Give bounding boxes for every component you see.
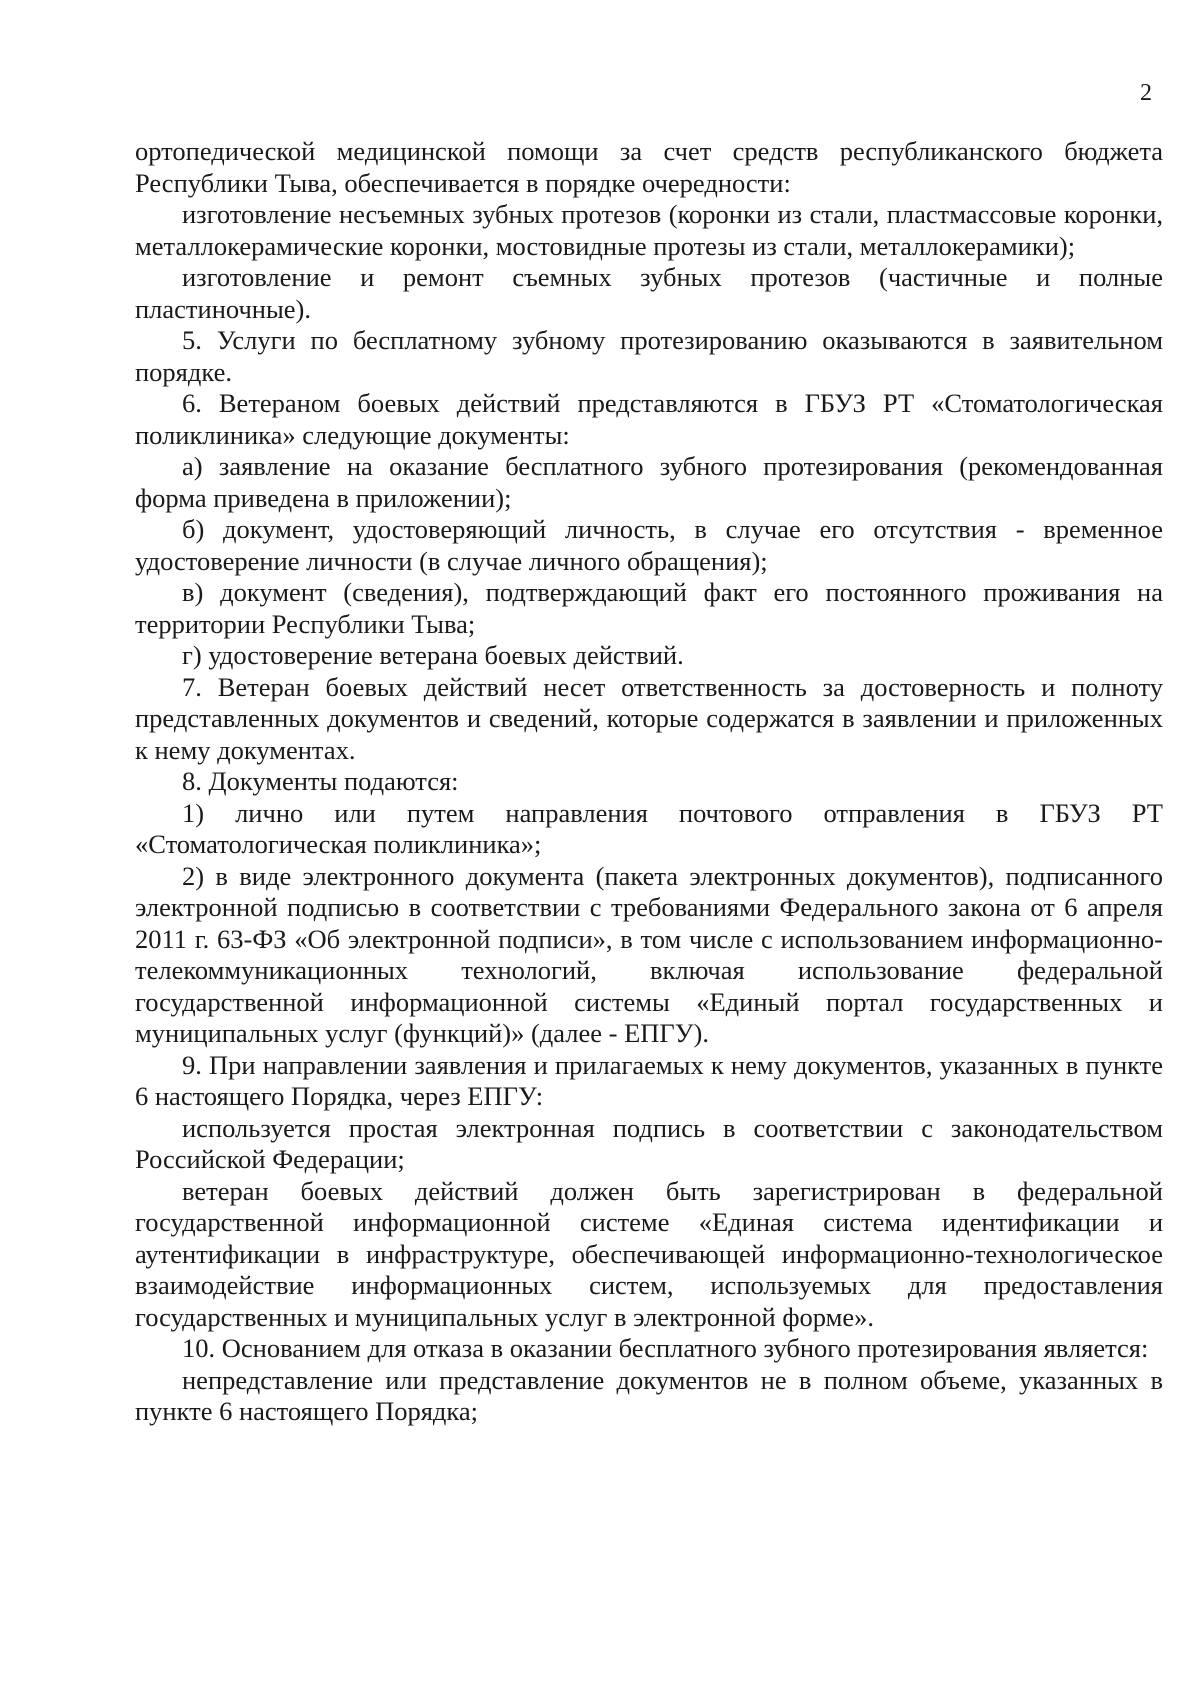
paragraph-item-10-reason: непредставление или представление документов не в полном объеме, указанных в пункте 6 настоящего Порядка; [135,1364,1163,1426]
paragraph-item-9-registration: ветеран боевых действий должен быть зарегистрирован в федеральной государственной информационной системе «Единая система идентификации и аутентификации в инфраструктуре, обеспечивающей информационно-технологическое взаимодействие информационных систем, используемых для предоставления государственных и муниципальных услуг в электронной форме». [135,1175,1163,1332]
paragraph-continuation: ортопедической медицинской помощи за счет средств республиканского бюджета Республики Тыва, обеспечивается в порядке очередности: [135,136,1163,198]
paragraph-removable-prosthetics: изготовление и ремонт съемных зубных протезов (частичные и полные пластиночные). [135,262,1163,324]
paragraph-item-8-1: 1) лично или путем направления почтового отправления в ГБУЗ РТ «Стоматологическая поликлиника»; [135,797,1163,859]
paragraph-item-9: 9. При направлении заявления и прилагаемых к нему документов, указанных в пункте 6 настоящего Порядка, через ЕПГУ: [135,1049,1163,1111]
document-body [135,136,1163,1428]
paragraph-item-6: 6. Ветераном боевых действий представляются в ГБУЗ РТ «Стоматологическая поликлиника» следующие документы: [135,388,1163,450]
paragraph-fixed-prosthetics: изготовление несъемных зубных протезов (коронки из стали, пластмассовые коронки, металлокерамические коронки, мостовидные протезы из стали, металлокерамики); [135,199,1163,261]
paragraph-item-5: 5. Услуги по бесплатному зубному протезированию оказываются в заявительном порядке. [135,325,1163,387]
paragraph-item-6g: г) удостоверение ветерана боевых действий. [182,640,684,670]
paragraph-item-6b: б) документ, удостоверяющий личность, в случае его отсутствия - временное удостоверение личности (в случае личного обращения); [135,514,1163,576]
page-number: 2 [1140,80,1152,106]
paragraph-item-10: 10. Основанием для отказа в оказании бесплатного зубного протезирования является: [182,1333,1149,1363]
paragraph-item-7: 7. Ветеран боевых действий несет ответственность за достоверность и полноту представленных документов и сведений, которые содержатся в заявлении и приложенных к нему документах. [135,671,1163,765]
paragraph-item-6v: в) документ (сведения), подтверждающий факт его постоянного проживания на территории Республики Тыва; [135,577,1163,639]
paragraph-item-8: 8. Документы подаются: [182,766,459,796]
paragraph-item-6a: а) заявление на оказание бесплатного зубного протезирования (рекомендованная форма приведена в приложении); [135,451,1163,513]
paragraph-item-8-2: 2) в виде электронного документа (пакета электронных документов), подписанного электронной подписью в соответствии с требованиями Федерального закона от 6 апреля 2011 г. 63-ФЗ «Об электронной подписи», в том числе с использованием информационно-телекоммуникационных технологий, включая использование федеральной государственной информационной системы «Единый портал государственных и муниципальных услуг (функций)» (далее - ЕПГУ). [135,860,1163,1048]
paragraph-item-9-signature: используется простая электронная подпись в соответствии с законодательством Российской Федерации; [135,1112,1163,1174]
